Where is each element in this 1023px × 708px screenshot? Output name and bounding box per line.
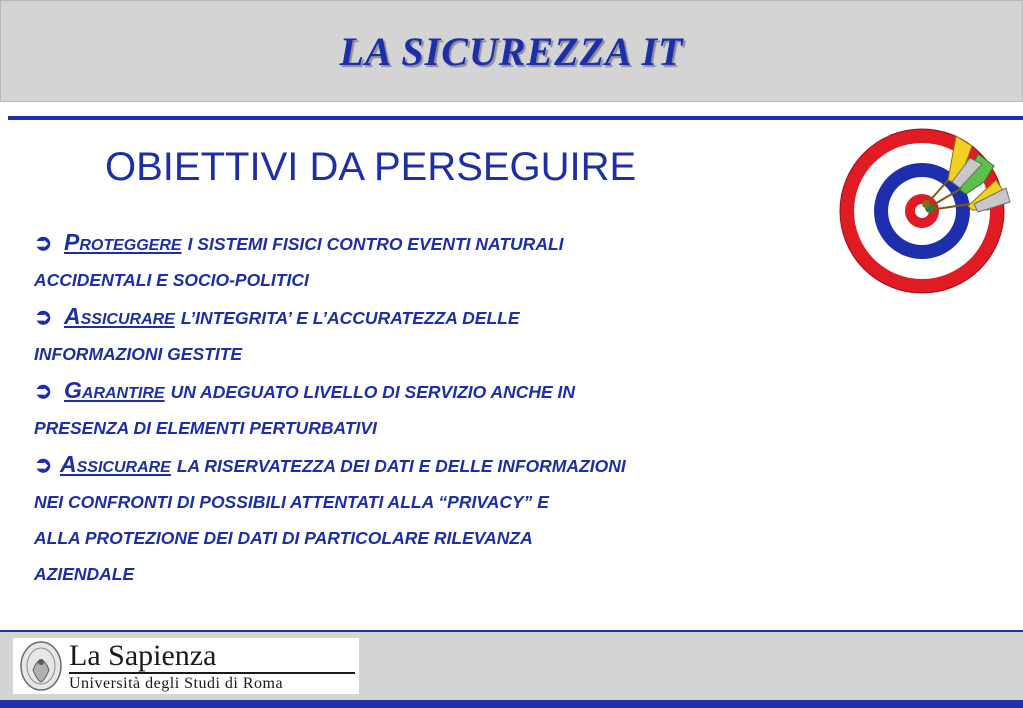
bullet-text: LA RISERVATEZZA DEI DATI E DELLE INFORMAZIONI (176, 456, 626, 476)
bullet-keyword: Assicurare (64, 303, 175, 329)
bullet-keyword: Garantire (64, 377, 165, 403)
objectives-list (34, 224, 864, 592)
logo-subtitle: Università degli Studi di Roma (69, 675, 284, 692)
right-arrow-icon: ➲ (34, 304, 53, 329)
bullet-text: INFORMAZIONI GESTITE (34, 344, 243, 364)
university-logo (13, 638, 359, 694)
right-arrow-icon: ➲ (34, 378, 53, 403)
title-band (0, 0, 1023, 102)
bullet-text: ACCIDENTALI E SOCIO-POLITICI (34, 270, 309, 290)
list-item (34, 446, 864, 592)
list-item (34, 224, 864, 298)
dartboard-icon (838, 118, 1016, 298)
logo-divider (69, 672, 355, 674)
logo-name: La Sapienza (69, 639, 217, 672)
bullet-text: ALLA PROTEZIONE DEI DATI DI PARTICOLARE RILEVANZA (34, 528, 533, 548)
right-arrow-icon: ➲ (34, 452, 53, 477)
bottom-divider (0, 700, 1023, 708)
bullet-text: I SISTEMI FISICI CONTRO EVENTI NATURALI (187, 234, 564, 254)
list-item (34, 298, 864, 372)
slide-title: LA SICUREZZA IT (339, 28, 684, 74)
right-arrow-icon: ➲ (34, 230, 53, 255)
list-item (34, 372, 864, 446)
bullet-text: AZIENDALE (34, 564, 135, 584)
bullet-keyword: Assicurare (60, 451, 171, 477)
bullet-keyword: Proteggere (64, 229, 182, 255)
bullet-text: L’INTEGRITA’ E L’ACCURATEZZA DELLE (180, 308, 520, 328)
bullet-text: PRESENZA DI ELEMENTI PERTURBATIVI (34, 418, 377, 438)
slide-subtitle: OBIETTIVI DA PERSEGUIRE (105, 145, 637, 189)
bullet-text: UN ADEGUATO LIVELLO DI SERVIZIO ANCHE IN (170, 382, 576, 402)
bullet-text: NEI CONFRONTI DI POSSIBILI ATTENTATI ALLA “PRIVACY” E (34, 492, 549, 512)
university-seal-icon (19, 640, 63, 692)
